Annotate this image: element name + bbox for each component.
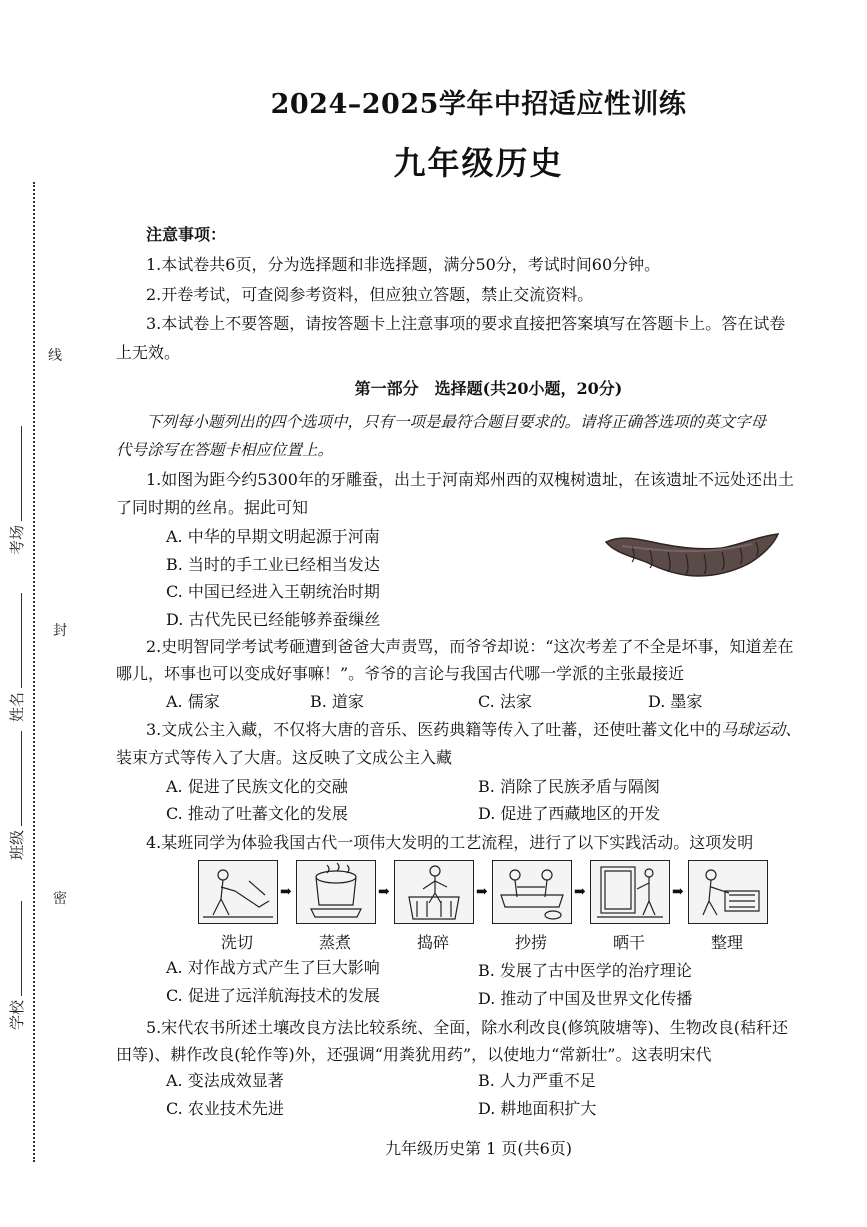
q1-option-b[interactable]: B. 当时的手工业已经相当发达 [166,555,380,574]
step-label: 晒干 [612,933,645,952]
arrow-icon: ➡ [280,884,292,900]
q2-option-a[interactable]: A. 儒家 [166,692,220,711]
q3-option-d[interactable]: D. 促进了西藏地区的开发 [478,804,661,823]
q2-option-b[interactable]: B. 道家 [310,692,364,711]
exam-title: 2024–2025学年中招适应性训练 [270,89,687,120]
q1-option-c[interactable]: C. 中国已经进入王朝统治时期 [166,582,380,601]
q5-option-b[interactable]: B. 人力严重不足 [478,1071,596,1090]
q3-option-a[interactable]: A. 促进了民族文化的交融 [166,777,348,796]
q4-option-d[interactable]: D. 推动了中国及世界文化传播 [478,989,693,1008]
papermaking-process-diagram [198,860,763,950]
step-label: 抄捞 [514,933,547,952]
arrow-icon: ➡ [476,884,488,900]
binding-char-feng: 封 [53,623,67,639]
arrow-icon: ➡ [574,884,586,900]
arrow-icon: ➡ [672,884,684,900]
step-image-wash-cut [198,860,278,924]
q2-option-d[interactable]: D. 墨家 [648,692,703,711]
step-image-pound [394,860,474,924]
class-field[interactable] [6,731,27,860]
step-image-steam-boil [296,860,376,924]
note-item: 3.本试卷上不要答题，请按答题卡上注意事项的要求直接把答案填写在答题卡上。答在试卷 [146,314,786,333]
q4-option-c[interactable]: C. 促进了远洋航海技术的发展 [166,986,380,1005]
note-item: 2.开卷考试，可查阅参考资料，但应独立答题，禁止交流资料。 [146,285,594,304]
exam-subject-title: 九年级历史 [393,144,564,182]
binding-char-mi: 密 [53,891,67,907]
section-title: 第一部分 选择题(共20小题，20分) [354,379,623,398]
q2-stem: 哪儿，坏事也可以变成好事嘛！”。爷爷的言论与我国古代哪一学派的主张最接近 [116,664,685,683]
step-label: 蒸煮 [318,933,351,952]
note-item: 上无效。 [116,343,181,362]
q1-stem: 了同时期的丝帛。据此可知 [116,498,309,517]
q4-option-a[interactable]: A. 对作战方式产生了巨大影响 [166,958,380,977]
name-field[interactable] [6,593,27,722]
q3-stem-handwritten: 马球运动、 [721,720,802,739]
school-field[interactable] [6,901,27,1030]
binding-char-xian: 线 [48,348,62,364]
section-instruction: 下列每小题列出的四个选项中，只有一项是最符合题目要求的。请将正确答选项的英文字母 [146,413,767,431]
q3-stem: 装束方式等传入了大唐。这反映了文成公主入藏 [116,748,453,767]
q4-option-b[interactable]: B. 发展了古中医学的治疗理论 [478,961,692,980]
q2-option-c[interactable]: C. 法家 [478,692,532,711]
q1-option-a[interactable]: A. 中华的早期文明起源于河南 [166,527,380,546]
binding-dotted-line [33,182,35,1162]
step-image-scoop [492,860,572,924]
q3-stem [146,720,801,740]
q5-stem: 5.宋代农书所述土壤改良方法比较系统、全面，除水利改良(修筑陂塘等)、生物改良(秸秆还 [146,1018,788,1037]
q3-option-b[interactable]: B. 消除了民族矛盾与隔阂 [478,777,660,796]
exam-room-label: 考场 [8,524,26,555]
q5-option-a[interactable]: A. 变法成效显著 [166,1071,284,1090]
class-label: 班级 [8,829,26,860]
ivory-silkworm-image [602,520,782,590]
note-item: 1.本试卷共6页，分为选择题和非选择题，满分50分，考试时间60分钟。 [146,255,661,274]
q3-stem-text: 3.文成公主入藏，不仅将大唐的音乐、医药典籍等传入了吐蕃，还使吐蕃文化中的 [146,720,722,739]
step-image-arrange [688,860,768,924]
q5-option-c[interactable]: C. 农业技术先进 [166,1099,284,1118]
step-image-dry [590,860,670,924]
q1-stem: 1.如图为距今约5300年的牙雕蚕，出土于河南郑州西的双槐树遗址，在该遗址不远处还出土 [146,470,794,489]
exam-room-field[interactable] [6,426,27,555]
arrow-icon: ➡ [378,884,390,900]
q5-option-d[interactable]: D. 耕地面积扩大 [478,1099,597,1118]
name-label: 姓名 [8,691,26,722]
q2-stem: 2.史明智同学考试考砸遭到爸爸大声责骂，而爷爷却说：“这次考差了不全是坏事，知道差在 [146,637,794,656]
step-label: 整理 [710,933,743,952]
q3-option-c[interactable]: C. 推动了吐蕃文化的发展 [166,804,348,823]
q5-stem: 田等)、耕作改良(轮作等)外，还强调“用粪犹用药”，以使地力“常新壮”。这表明宋代 [116,1045,712,1064]
notes-heading: 注意事项： [146,225,227,244]
step-label: 洗切 [220,933,253,952]
q4-stem: 4.某班同学为体验我国古代一项伟大发明的工艺流程，进行了以下实践活动。这项发明 [146,833,754,852]
school-label: 学校 [8,999,26,1030]
section-instruction: 代号涂写在答题卡相应位置上。 [116,441,334,459]
q1-option-d[interactable]: D. 古代先民已经能够养蚕缫丝 [166,610,381,629]
page-footer: 九年级历史第 1 页(共6页) [384,1139,573,1158]
step-label: 捣碎 [416,933,449,952]
